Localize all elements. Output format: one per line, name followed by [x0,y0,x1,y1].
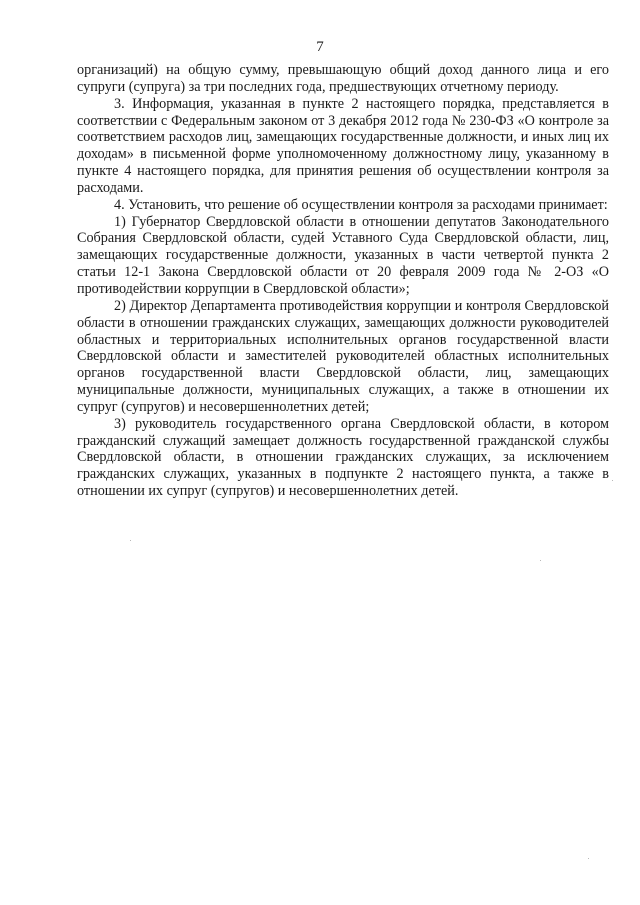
page-number: 7 [316,39,324,55]
document-body [77,62,609,500]
subparagraph-item-1: 1) Губернатор Свердловской области в отношении депутатов Законодательного Собрания Свердловской области, судей Уставного Суда Свердловской области, лиц, замещающих государственные должности, указанных в части четвертой пункта 2 статьи 12-1 Закона Свердловской области от 20 февраля 2009 года № 2-ОЗ «О противодействии коррупции в Свердловской области»; [77,213,609,297]
paragraph-item-4: 4. Установить, что решение об осуществлении контроля за расходами принимает: [114,196,608,213]
scan-speck [540,560,541,561]
subparagraph-item-2: 2) Директор Департамента противодействия коррупции и контроля Свердловской области в отношении гражданских служащих, замещающих должности руководителей областных и территориальных исполнительных органов государственной власти Свердловской области и заместителей руководителей областных исполнительных органов государственной власти Свердловской области, лиц, замещающих муниципальные должности, муниципальных служащих, а также в отношении их супруг (супругов) и несовершеннолетних детей; [77,297,609,415]
scan-speck [612,480,613,481]
paragraph-item-3: 3. Информация, указанная в пункте 2 настоящего порядка, представляется в соответствии с Федеральным законом от 3 декабря 2012 года № 230-ФЗ «О контроле за соответствием расходов лиц, замещающих государственные должности, и иных лиц их доходам» в письменной форме уполномоченному должностному лицу, указанному в пункте 4 настоящего порядка, для принятия решения об осуществлении контроля за расходами. [77,95,609,196]
scan-speck [588,858,589,859]
scan-speck [130,540,131,541]
subparagraph-item-3: 3) руководитель государственного органа Свердловской области, в котором гражданский служащий замещает должность государственной гражданской службы Свердловской области, в отношении гражданских служащих, за исключением гражданских служащих, указанных в подпункте 2 настоящего пункта, а также в отношении их супруг (супругов) и несовершеннолетних детей. [77,415,609,500]
paragraph-continuation: организаций) на общую сумму, превышающую общий доход данного лица и его супруги (супруга) за три последних года, предшествующих отчетному периоду. [77,62,609,95]
